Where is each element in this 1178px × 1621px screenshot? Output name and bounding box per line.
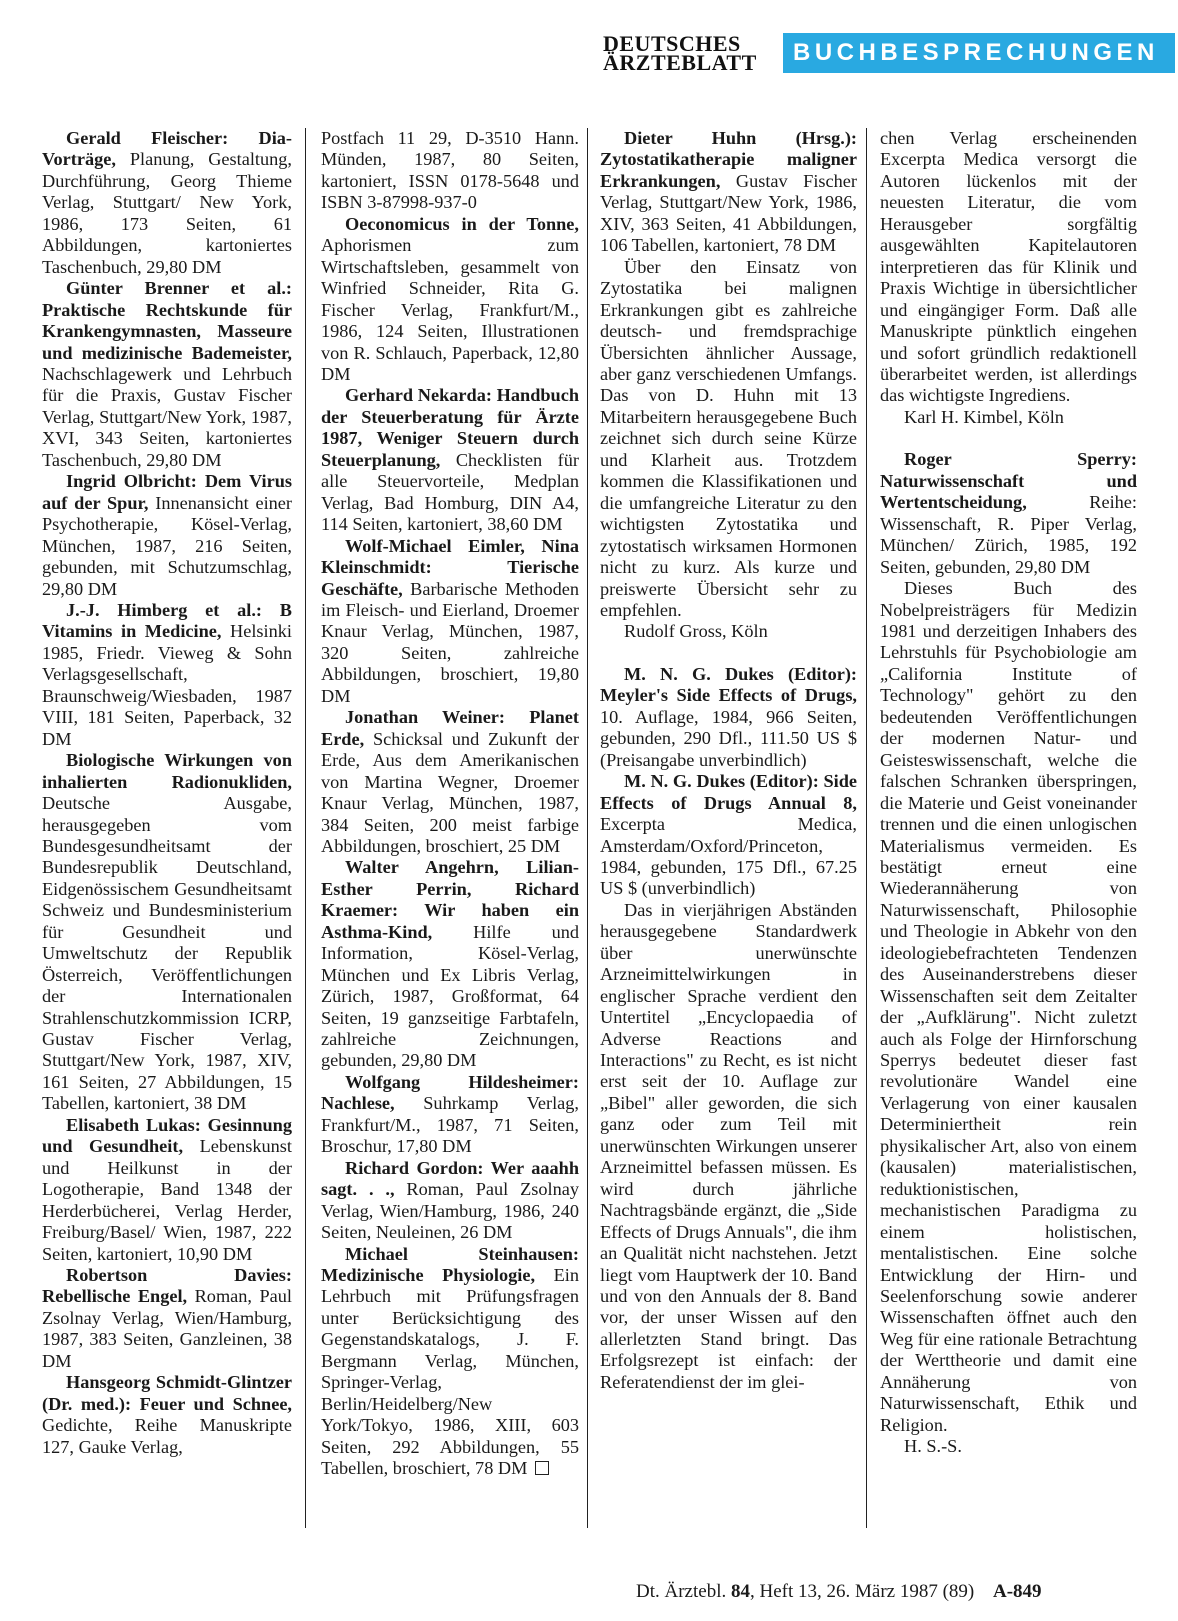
book-author-title: Oeconomicus in der Tonne, <box>345 213 579 234</box>
book-entry <box>600 128 857 257</box>
book-details: Hilfe und Information, Kösel-Verlag, München und Ex Libris Verlag, Zürich, 1987, Großformat, 64 Seiten, 19 ganzseitige Farbtafeln, zahlreiche Zeichnungen, gebunden, 29,80 DM <box>321 921 579 1071</box>
book-details: Postfach 11 29, D-3510 Hann. Münden, 1987, 80 Seiten, kartoniert, ISSN 0178-5648 und ISBN 3-87998-937-0 <box>321 128 579 213</box>
book-entry <box>42 600 292 750</box>
book-entry <box>321 707 579 857</box>
book-author-title: Günter Brenner et al.: Praktische Rechtskunde für Krankengymnasten, Masseure und medizinische Bademeister, <box>42 278 292 363</box>
book-entry <box>321 536 579 708</box>
book-details: Checklisten für alle Steuervorteile, Medplan Verlag, Bad Homburg, DIN A4, 114 Seiten, kartoniert, 38,60 DM <box>321 449 579 535</box>
book-entry <box>42 1115 292 1265</box>
book-author-title: Dieter Huhn (Hrsg.): Zytostatikatherapie maligner Erkrankungen, <box>600 128 857 191</box>
review-text: Dieses Buch des Nobelpreisträgers für Medizin 1981 und derzeitigen Inhabers des Lehrstuhls für Psychobiologie am „California Institute of Technology" gehört zu den bedeutenden Veröffentlichungen der modernen Natur- und Geisteswissenschaft, welche die falschen Schranken überspringen, die Materie und Geist voneinander trennen und die einen unlogischen Materialismus vermeiden. Es bestätigt erneut eine Wiederannäherung von Naturwissenschaft, Philosophie und Theologie in Abkehr von den ideologiebefrachteten Tendenzen des Auseinanderstrebens dieser Wissenschaften seit dem Zeitalter der „Aufklärung". Nicht zuletzt auch als Folge der Hirnforschung Sperrys bedeutet dieser fast revolutionäre Wandel eine Verlagerung von einer kausalen Determiniertheit rein physikalischer Art, also von einem (kausalen) materialistischen, reduktionistischen, mechanistischen Paradigma zu einem holistischen, mentalistischen. Eine solche Entwicklung der Hirn- und Seelenforschung sowie anderer Wissenschaften öffnet auch den Weg für eine rationale Betrachtung der Werttheorie und damit eine Annäherung von Naturwissenschaft, Ethik und Religion. <box>880 578 1137 1435</box>
book-details: Innenansicht einer Psychotherapie, Kösel-Verlag, München, 1987, 216 Seiten, gebunden, mit Schutzumschlag, 29,80 DM <box>42 492 292 599</box>
book-details: Gustav Fischer Verlag, Stuttgart/New York, 1986, XIV, 363 Seiten, 41 Abbildungen, 106 Tabellen, kartoniert, 78 DM <box>600 170 857 256</box>
book-entry <box>42 750 292 1115</box>
column-rule <box>587 128 588 1528</box>
book-author-title: Richard Gordon: Wer aaahh sagt. . ., <box>321 1157 579 1200</box>
footer-volume: 84 <box>730 1581 750 1602</box>
book-entry <box>600 771 857 900</box>
book-entry <box>321 1158 579 1244</box>
book-details: Gedichte, Reihe Manuskripte 127, Gauke Verlag, <box>42 1415 292 1457</box>
book-author-title: Jonathan Weiner: Planet Erde, <box>321 707 579 749</box>
book-details: Suhrkamp Verlag, Frankfurt/M., 1987, 71 Seiten, Broschur, 17,80 DM <box>321 1093 579 1157</box>
book-details: Roman, Paul Zsolnay Verlag, Wien/Hamburg, 1986, 240 Seiten, Neuleinen, 26 DM <box>321 1179 579 1243</box>
book-details: Nachschlagewerk und Lehrbuch für die Praxis, Gustav Fischer Verlag, Stuttgart/New York, 1987, XVI, 343 Seiten, kartoniertes Taschenbuch, 29,80 DM <box>42 363 292 470</box>
book-details: Schicksal und Zukunft der Erde, Aus dem Amerikanischen von Martina Wegner, Droemer Knaur Verlag, München, 1987, 384 Seiten, 200 meist farbige Abbildungen, broschiert, 25 DM <box>321 728 579 856</box>
footer-issue: , Heft 13, 26. März 1987 (89) <box>749 1581 975 1602</box>
section-banner: BUCHBESPRECHUNGEN <box>783 33 1175 73</box>
logo-line-1: DEUTSCHES <box>603 31 741 56</box>
book-entry <box>880 449 1137 578</box>
book-author-title: Biologische Wirkungen von inhalierten Radionukliden, <box>42 750 292 792</box>
book-entry <box>600 664 857 771</box>
reviewer-signature: Rudolf Gross, Köln <box>624 621 768 642</box>
book-entry <box>321 214 579 386</box>
page-number: A-849 <box>993 1581 1042 1602</box>
book-author-title: Elisabeth Lukas: Gesinnung und Gesundheit, <box>42 1114 292 1157</box>
book-details: Deutsche Ausgabe, herausgegeben vom Bundesgesundheitsamt der Bundesrepublik Deutschland, Eidgenössischem Gesundheitsamt Schweiz und Bundesministerium für Gesundheit und Umweltschutz der Republik Österreich, Veröffentlichungen der Internationalen Strahlenschutzkommission ICRP, Gustav Fischer Verlag, Stuttgart/New York, 1987, XIV, 161 Seiten, 27 Abbildungen, 15 Tabellen, kartoniert, 38 DM <box>42 793 292 1114</box>
book-author-title: Gerald Fleischer: Dia-Vorträge, <box>42 128 292 170</box>
reviewer-signature: Karl H. Kimbel, Köln <box>904 406 1064 427</box>
column-4 <box>880 128 1137 1458</box>
book-author-title: Wolfgang Hildesheimer: Nachlese, <box>321 1071 579 1114</box>
logo-line-2: ÄRZTEBLATT <box>603 50 757 75</box>
page-footer <box>636 1581 1042 1603</box>
end-mark-icon <box>535 1461 549 1475</box>
book-details: Planung, Gestaltung, Durchführung, Georg Thieme Verlag, Stuttgart/ New York, 1986, 173 Seiten, 61 Abbildungen, kartoniertes Taschenbuch, 29,80 DM <box>42 149 292 277</box>
review-text: Über den Einsatz von Zytostatika bei malignen Erkrankungen gibt es zahlreiche deutsch- und fremdsprachige Übersichten ähnlicher Aussage, aber ganz verschiedenen Umfangs. Das von D. Huhn mit 13 Mitarbeitern herausgegebene Buch zeichnet sich durch seine Kürze und Klarheit aus. Trotzdem kommen die Klassifikationen und die umfangreiche Literatur zu den wichtigsten Zytostatika und zytostatisch wirksamen Hormonen nicht zu kurz. Als kurze und preiswerte Übersicht sehr zu empfehlen. <box>600 256 857 620</box>
book-author-title: Hansgeorg Schmidt-Glintzer (Dr. med.): Feuer und Schnee, <box>42 1372 292 1414</box>
book-author-title: J.-J. Himberg et al.: B Vitamins in Medicine, <box>42 599 292 642</box>
book-details: Helsinki 1985, Friedr. Vieweg & Sohn Verlagsgesellschaft, Braunschweig/Wiesbaden, 1987 VIII, 181 Seiten, Paperback, 32 DM <box>42 621 292 749</box>
book-entry <box>321 1244 579 1480</box>
book-details: Ein Lehrbuch mit Prüfungsfragen unter Berücksichtigung des Gegenstandskatalogs, J. F. Bergmann Verlag, München, Springer-Verlag, Berlin/Heidelberg/New York/Tokyo, 1986, XIII, 603 Seiten, 292 Abbildungen, 55 Tabellen, broschiert, 78 DM <box>321 1265 579 1479</box>
book-entry <box>42 1265 292 1372</box>
column-rule <box>305 128 306 1528</box>
book-details: Excerpta Medica, Amsterdam/Oxford/Princeton, 1984, gebunden, 175 Dfl., 67.25 US $ (unverbindlich) <box>600 814 857 899</box>
column-1 <box>42 128 292 1458</box>
book-details: Aphorismen zum Wirtschaftsleben, gesammelt von Winfried Schneider, Rita G. Fischer Verlag, Frankfurt/M., 1986, 124 Seiten, Illustrationen von R. Schlauch, Paperback, 12,80 DM <box>321 235 579 384</box>
book-author-title: M. N. G. Dukes (Editor): Side Effects of Drugs Annual 8, <box>600 771 857 813</box>
book-entry <box>42 128 292 278</box>
book-details: Barbarische Methoden im Fleisch- und Eierland, Droemer Knaur Verlag, München, 1987, 320 Seiten, zahlreiche Abbildungen, broschiert, 19,80 DM <box>321 578 579 706</box>
book-entry <box>321 1072 579 1158</box>
book-details: 10. Auflage, 1984, 966 Seiten, gebunden, 290 Dfl., 111.50 US $ (Preisangabe unverbindlich) <box>600 706 857 770</box>
column-3 <box>600 128 857 1393</box>
review-text: chen Verlag erscheinenden Excerpta Medica versorgt die Autoren lückenlos mit der neuesten Literatur, die vom Herausgeber sorgfältig ausgewählten Kapitelautoren interpretieren das für Klinik und Praxis Wichtige in übersichtlicher und eingängiger Form. Daß alle Manuskripte pünktlich eingehen und sofort gründlich redaktionell überarbeitet werden, ist allerdings das wichtigste Ingrediens. <box>880 128 1137 406</box>
book-author-title: Gerhard Nekarda: Handbuch der Steuerberatung für Ärzte 1987, Weniger Steuern durch Steuerplanung, <box>321 385 579 470</box>
book-author-title: Wolf-Michael Eimler, Nina Kleinschmidt: Tierische Geschäfte, <box>321 535 579 599</box>
book-author-title: Walter Angehrn, Lilian-Esther Perrin, Richard Kraemer: Wir haben ein Asthma-Kind, <box>321 857 579 942</box>
book-details: Lebenskunst und Heilkunst in der Logotherapie, Band 1348 der Herderbücherei, Verlag Herder, Freiburg/Basel/ Wien, 1987, 222 Seiten, kartoniert, 10,90 DM <box>42 1136 292 1264</box>
book-entry <box>42 471 292 600</box>
book-author-title: M. N. G. Dukes (Editor): Meyler's Side Effects of Drugs, <box>600 663 857 706</box>
book-details: Roman, Paul Zsolnay Verlag, Wien/Hamburg, 1987, 383 Seiten, Ganzleinen, 38 DM <box>42 1286 292 1371</box>
book-entry <box>321 857 579 1072</box>
book-author-title: Michael Steinhausen: Medizinische Physiologie, <box>321 1243 579 1286</box>
book-entry <box>321 128 579 214</box>
reviewer-signature: H. S.-S. <box>904 1436 962 1457</box>
book-author-title: Robertson Davies: Rebellische Engel, <box>42 1265 292 1307</box>
column-2 <box>321 128 579 1480</box>
book-entry <box>42 278 292 471</box>
journal-logo <box>603 31 773 75</box>
footer-journal: Dt. Ärztebl. <box>636 1581 727 1602</box>
book-author-title: Roger Sperry: Naturwissenschaft und Wertentscheidung, <box>880 449 1137 513</box>
book-details: Reihe: Wissenschaft, R. Piper Verlag, München/ Zürich, 1985, 192 Seiten, gebunden, 29,80 DM <box>880 492 1137 577</box>
column-rule <box>866 128 867 1528</box>
book-entry <box>42 1372 292 1458</box>
review-text: Das in vierjährigen Abständen herausgegebene Standardwerk über unerwünschte Arzneimittelwirkungen in englischer Sprache verdient den Untertitel „Encyclopaedia of Adverse Reactions and Interactions" zu Recht, es ist nicht erst seit der 10. Auflage zur „Bibel" aller geworden, die sich ganz oder zum Teil mit unerwünschten Wirkungen unserer Arzneimittel befassen müssen. Es wird durch jährliche Nachtragsbände ergänzt, die „Side Effects of Drugs Annuals", die ihm an Qualität nicht nachstehen. Jetzt liegt vom Hauptwerk der 10. Band und von den Annuals der 8. Band vor, der unser Wissen auf den allerletzten Stand bringt. Das Erfolgsrezept ist einfach: der Referatendienst der im glei- <box>600 899 857 1392</box>
book-entry <box>321 385 579 535</box>
book-author-title: Ingrid Olbricht: Dem Virus auf der Spur, <box>42 471 292 513</box>
